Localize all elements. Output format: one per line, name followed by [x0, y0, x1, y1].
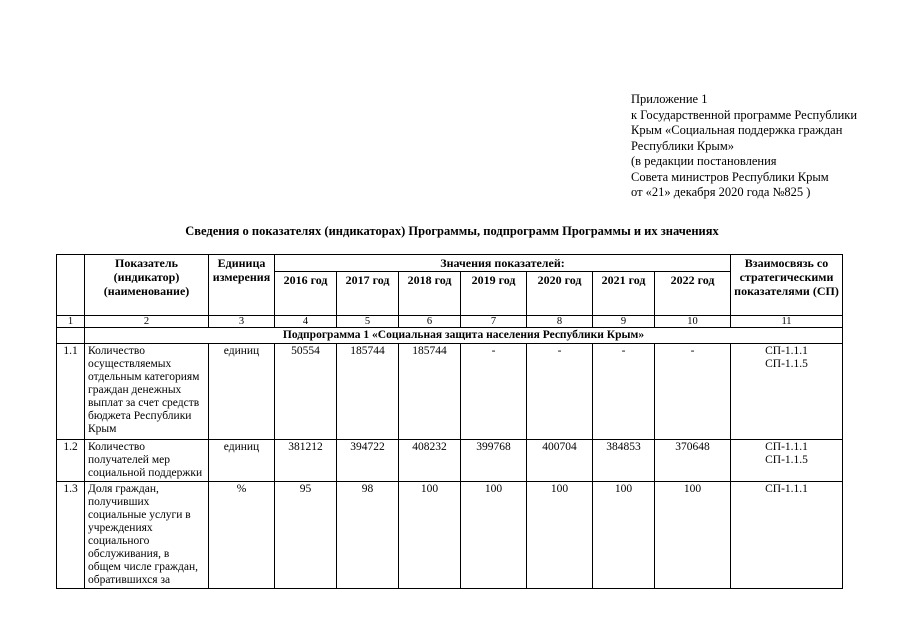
row-number: 1.1	[57, 344, 85, 440]
appendix-line: Приложение 1	[631, 92, 708, 106]
row-indicator-name: Доля граждан, получивших социальные услуги в учреждениях социального обслуживания, в общем числе граждан, обратившихся за	[85, 482, 209, 589]
row-strategic-links	[731, 344, 843, 440]
column-number: 6	[399, 316, 461, 328]
strategic-link: СП-1.1.5	[765, 358, 808, 370]
column-number: 4	[275, 316, 337, 328]
strategic-link: СП-1.1.1	[765, 345, 808, 357]
strategic-link: СП-1.1.1	[765, 483, 808, 495]
row-value: 100	[461, 482, 527, 589]
subprogram-row	[57, 328, 843, 344]
row-indicator-name: Количество осуществляемых отдельным категориям граждан денежных выплат за счет средств бюджета Республики Крым	[85, 344, 209, 440]
row-number: 1.2	[57, 440, 85, 482]
row-value: 185744	[399, 344, 461, 440]
row-value: 100	[527, 482, 593, 589]
header-unit: Единица измерения	[209, 255, 275, 316]
row-value: 100	[399, 482, 461, 589]
header-year: 2019 год	[461, 272, 527, 316]
row-value: 394722	[337, 440, 399, 482]
row-value: 95	[275, 482, 337, 589]
strategic-link: СП-1.1.5	[765, 454, 808, 466]
subprogram-spacer	[57, 328, 85, 344]
row-value: -	[527, 344, 593, 440]
table-row	[57, 344, 843, 440]
appendix-line: Республики Крым»	[631, 138, 734, 153]
row-value: 399768	[461, 440, 527, 482]
row-value: 384853	[593, 440, 655, 482]
header-indicator: Показатель (индикатор) (наименование)	[85, 255, 209, 316]
column-number: 7	[461, 316, 527, 328]
column-number: 1	[57, 316, 85, 328]
row-unit: единиц	[209, 440, 275, 482]
indicators-table	[56, 254, 843, 589]
appendix-line: Крым «Социальная поддержка граждан	[631, 123, 843, 137]
column-number: 11	[731, 316, 843, 328]
appendix-line: к Государственной программе Республики	[631, 107, 858, 122]
document-title: Сведения о показателях (индикаторах) Программы, подпрограмм Программы и их значениях	[185, 224, 719, 238]
row-value: -	[461, 344, 527, 440]
appendix-line: (в редакции постановления	[631, 154, 777, 168]
row-strategic-links	[731, 440, 843, 482]
column-number: 8	[527, 316, 593, 328]
header-year: 2021 год	[593, 272, 655, 316]
row-value: 100	[593, 482, 655, 589]
header-year: 2022 год	[655, 272, 731, 316]
row-unit: %	[209, 482, 275, 589]
row-value: 370648	[655, 440, 731, 482]
header-year: 2016 год	[275, 272, 337, 316]
row-value: 408232	[399, 440, 461, 482]
row-unit: единиц	[209, 344, 275, 440]
column-number: 10	[655, 316, 731, 328]
row-value: 50554	[275, 344, 337, 440]
appendix-block	[631, 92, 857, 201]
column-number-row	[57, 316, 843, 328]
row-number: 1.3	[57, 482, 85, 589]
row-value: 185744	[337, 344, 399, 440]
row-strategic-links	[731, 482, 843, 589]
row-value: 100	[655, 482, 731, 589]
subprogram-title: Подпрограмма 1 «Социальная защита населения Республики Крым»	[85, 328, 843, 344]
column-number: 5	[337, 316, 399, 328]
column-number: 9	[593, 316, 655, 328]
header-num	[57, 255, 85, 316]
table-row	[57, 482, 843, 589]
row-indicator-name: Количество получателей мер социальной поддержки	[85, 440, 209, 482]
header-values-group: Значения показателей:	[275, 255, 731, 272]
row-value: 98	[337, 482, 399, 589]
column-number: 2	[85, 316, 209, 328]
header-year: 2017 год	[337, 272, 399, 316]
header-link: Взаимосвязь со стратегическими показателями (СП)	[731, 255, 843, 316]
row-value: 381212	[275, 440, 337, 482]
row-value: 400704	[527, 440, 593, 482]
column-number: 3	[209, 316, 275, 328]
header-year: 2018 год	[399, 272, 461, 316]
table-row	[57, 440, 843, 482]
strategic-link: СП-1.1.1	[765, 441, 808, 453]
appendix-line: от «21» декабря 2020 года №825 )	[631, 185, 811, 199]
row-value: -	[593, 344, 655, 440]
row-value: -	[655, 344, 731, 440]
appendix-line: Совета министров Республики Крым	[631, 169, 829, 184]
header-year: 2020 год	[527, 272, 593, 316]
